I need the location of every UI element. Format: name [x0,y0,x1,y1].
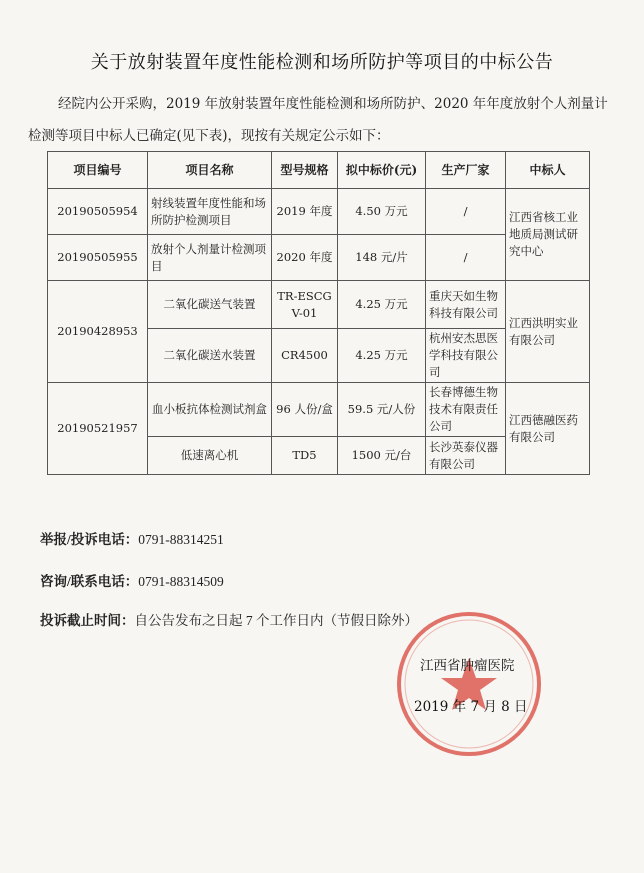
table-header-row [48,152,590,189]
notice-title: 关于放射装置年度性能检测和场所防护等项目的中标公告 [90,52,554,73]
manufacturer: / [426,235,506,281]
bid-price: 4.50 万元 [338,189,426,235]
project-number: 20190521957 [48,383,148,475]
header-cell: 型号规格 [272,152,338,189]
project-number: 20190428953 [48,281,148,383]
project-name: 放射个人剂量计检测项目 [148,235,272,281]
project-name: 射线装置年度性能和场所防护检测项目 [148,189,272,235]
winning-bidder: 江西德融医药有限公司 [506,383,590,475]
project-name: 二氧化碳送气装置 [148,281,272,329]
project-number: 20190505955 [48,235,148,281]
table-row [48,383,590,437]
issue-date: 2019 年 7 月 8 日 [414,699,528,715]
model-spec: 2020 年度 [272,235,338,281]
model-spec: TR-ESCGV-01 [272,281,338,329]
bid-price: 4.25 万元 [338,329,426,383]
header-cell: 拟中标价(元) [338,152,426,189]
header-cell: 中标人 [506,152,590,189]
manufacturer: 杭州安杰思医学科技有限公司 [426,329,506,383]
consult-phone-number: 0791-88314509 [138,574,224,589]
header-cell: 项目编号 [48,152,148,189]
report-phone-number: 0791-88314251 [138,532,224,547]
model-spec: 2019 年度 [272,189,338,235]
header-cell: 生产厂家 [426,152,506,189]
model-spec: 96 人份/盒 [272,383,338,437]
model-spec: CR4500 [272,329,338,383]
project-name: 血小板抗体检测试剂盒 [148,383,272,437]
official-seal-icon [391,606,547,762]
model-spec: TD5 [272,437,338,475]
consult-phone-line [40,570,224,590]
project-name: 二氧化碳送水装置 [148,329,272,383]
header-cell: 项目名称 [148,152,272,189]
table-row [48,281,590,329]
bid-result-table [47,151,590,475]
complaint-deadline-line [40,609,418,629]
bid-price: 59.5 元/人份 [338,383,426,437]
bid-price: 148 元/片 [338,235,426,281]
complaint-deadline-label: 投诉截止时间： [40,613,135,628]
consult-phone-label: 咨询/联系电话： [40,574,139,589]
manufacturer: 长沙英泰仪器有限公司 [426,437,506,475]
report-phone-label: 举报/投诉电话： [40,532,139,547]
complaint-deadline-text: 自公告发布之日起 7 个工作日内（节假日除外） [134,613,418,628]
manufacturer: / [426,189,506,235]
issuer-name: 江西省肿瘤医院 [420,658,515,674]
report-phone-line [40,528,224,548]
bid-price: 1500 元/台 [338,437,426,475]
project-number: 20190505954 [48,189,148,235]
winning-bidder: 江西省核工业地质局测试研究中心 [506,189,590,281]
project-name: 低速离心机 [148,437,272,475]
notice-intro: 经院内公开采购，2019 年放射装置年度性能检测和场所防护、2020 年年度放射个人剂量计检测等项目中标人已确定(见下表)，现按有关规定公示如下： [28,96,608,144]
bid-price: 4.25 万元 [338,281,426,329]
manufacturer: 重庆天如生物科技有限公司 [426,281,506,329]
winning-bidder: 江西洪明实业有限公司 [506,281,590,383]
manufacturer: 长春博德生物技术有限责任公司 [426,383,506,437]
table-row [48,189,590,235]
